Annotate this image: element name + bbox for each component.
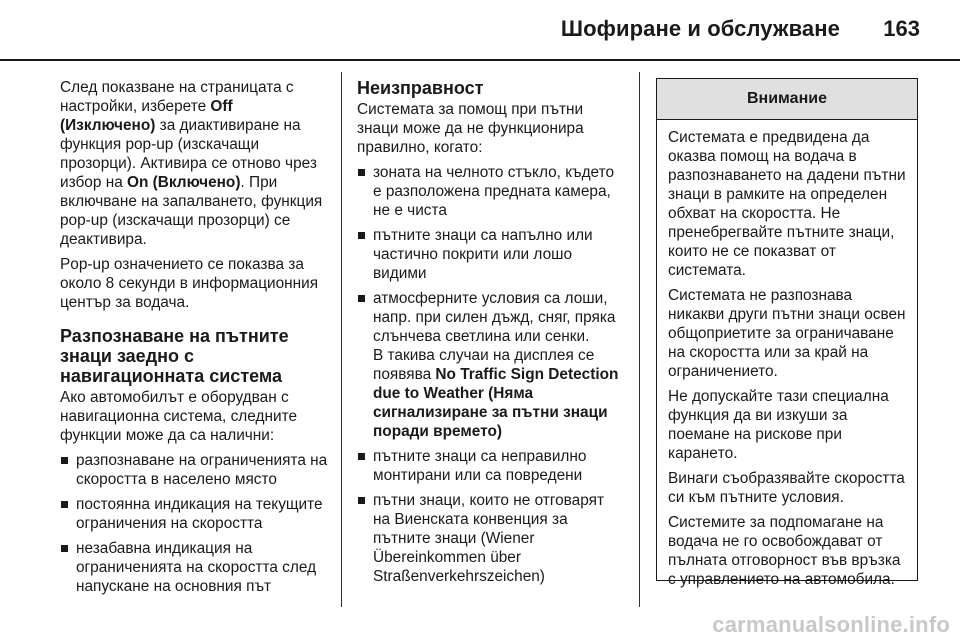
bullet-square-icon bbox=[358, 497, 365, 504]
on-option-label: On (Включено) bbox=[127, 174, 241, 191]
bullet-square-icon bbox=[61, 545, 68, 552]
bullet-square-icon bbox=[358, 295, 365, 302]
warning-body bbox=[657, 120, 917, 589]
column-left bbox=[60, 78, 328, 602]
list-item: пътните знаци са напълно или частично покрити или лошо видими bbox=[357, 226, 625, 283]
warning-paragraph: Системите за подпомагане на водача не го освобождават от пълната отговорност във връзка с управлението на автомобила. bbox=[668, 514, 901, 588]
list-item: разпознаване на ограниченията на скоростта в населено място bbox=[60, 451, 328, 489]
column-middle bbox=[357, 78, 625, 592]
warning-paragraph: Системата е предвидена да оказва помощ на водача в разпознаването на дадени пътни знаци в рамките на определен обхват на скоростта. Не пренебрегвайте пътните знаци, които не се показват от системата. bbox=[668, 129, 906, 279]
bullet-square-icon bbox=[61, 457, 68, 464]
malfunction-intro: Системата за помощ при пътни знаци може да не функционира правилно, когато: bbox=[357, 101, 584, 156]
warning-paragraph: Системата не разпознава никакви други пътни знаци освен общоприетите за ограничаване на скоростта или за край на ограничението. bbox=[668, 287, 906, 380]
navigation-features-list bbox=[60, 451, 328, 596]
page-number: 163 bbox=[883, 16, 920, 41]
warning-paragraph: Не допускайте тази специална функция да ви изкуши за поемане на рискове при каранeто. bbox=[668, 388, 889, 462]
column-divider bbox=[341, 72, 342, 607]
list-item: постоянна индикация на текущите ограничения на скоростта bbox=[60, 495, 328, 533]
bullet-square-icon bbox=[358, 232, 365, 239]
list-item: зоната на челното стъкло, където е разположена предната камера, не е чиста bbox=[357, 163, 625, 220]
popup-paragraph: Pop-up означението се показва за около 8 секунди в информационния център за водача. bbox=[60, 256, 319, 311]
weather-message: No Traffic Sign Detection due to Weather (Няма сигнализиране за пътни знаци поради времето) bbox=[373, 366, 619, 440]
list-item: незабавна индикация на ограниченията на скоростта след напускане на основния път bbox=[60, 539, 328, 596]
warning-box bbox=[656, 78, 918, 588]
warning-title: Внимание bbox=[657, 79, 917, 120]
page-header bbox=[0, 0, 960, 62]
list-item: атмосферните условия са лоши, напр. при силен дъжд, сняг, пряка слънчева светлина или сенки. В такива случаи на дисплея се появява No Traffic Sign Detection due to Weather (Няма сигнализиране за пътни знаци поради времето) bbox=[357, 289, 625, 441]
section-title: Шофиране и обслужване bbox=[560, 16, 840, 41]
malfunction-heading: Неизправност bbox=[357, 78, 484, 98]
settings-paragraph: След показване на страницата с настройки, изберете Off (Изключено) за диактивиране на функция pop-up (изскачащи прозорци). Активира се отново чрез избор на On (Включено). При включване на запалването, функция pop-up (изскачащи прозорци) се деактивира. bbox=[60, 79, 323, 248]
list-item: пътните знаци са неправилно монтирани или са повредени bbox=[357, 447, 625, 485]
warning-paragraph: Винаги съобразявайте скоростта си към пътните условия. bbox=[668, 470, 905, 506]
malfunction-list bbox=[357, 163, 625, 586]
list-item: пътни знаци, които не отговарят на Виенската конвенция за пътните знаци (Wiener Übereinkommen über Straßenverkehrszeichen) bbox=[357, 491, 625, 586]
off-option-label: Off (Изключено) bbox=[60, 98, 233, 134]
header-rule bbox=[0, 59, 960, 61]
bullet-square-icon bbox=[61, 501, 68, 508]
bullet-square-icon bbox=[358, 169, 365, 176]
navigation-intro: Ако автомобилът е оборудван с навигационна система, следните функции може да са налични: bbox=[60, 389, 297, 444]
bullet-square-icon bbox=[358, 453, 365, 460]
watermark: carmanualsonline.info bbox=[712, 612, 950, 637]
navigation-heading: Разпознаване на пътните знаци заедно с навигационната система bbox=[60, 326, 289, 386]
column-divider bbox=[639, 72, 640, 607]
